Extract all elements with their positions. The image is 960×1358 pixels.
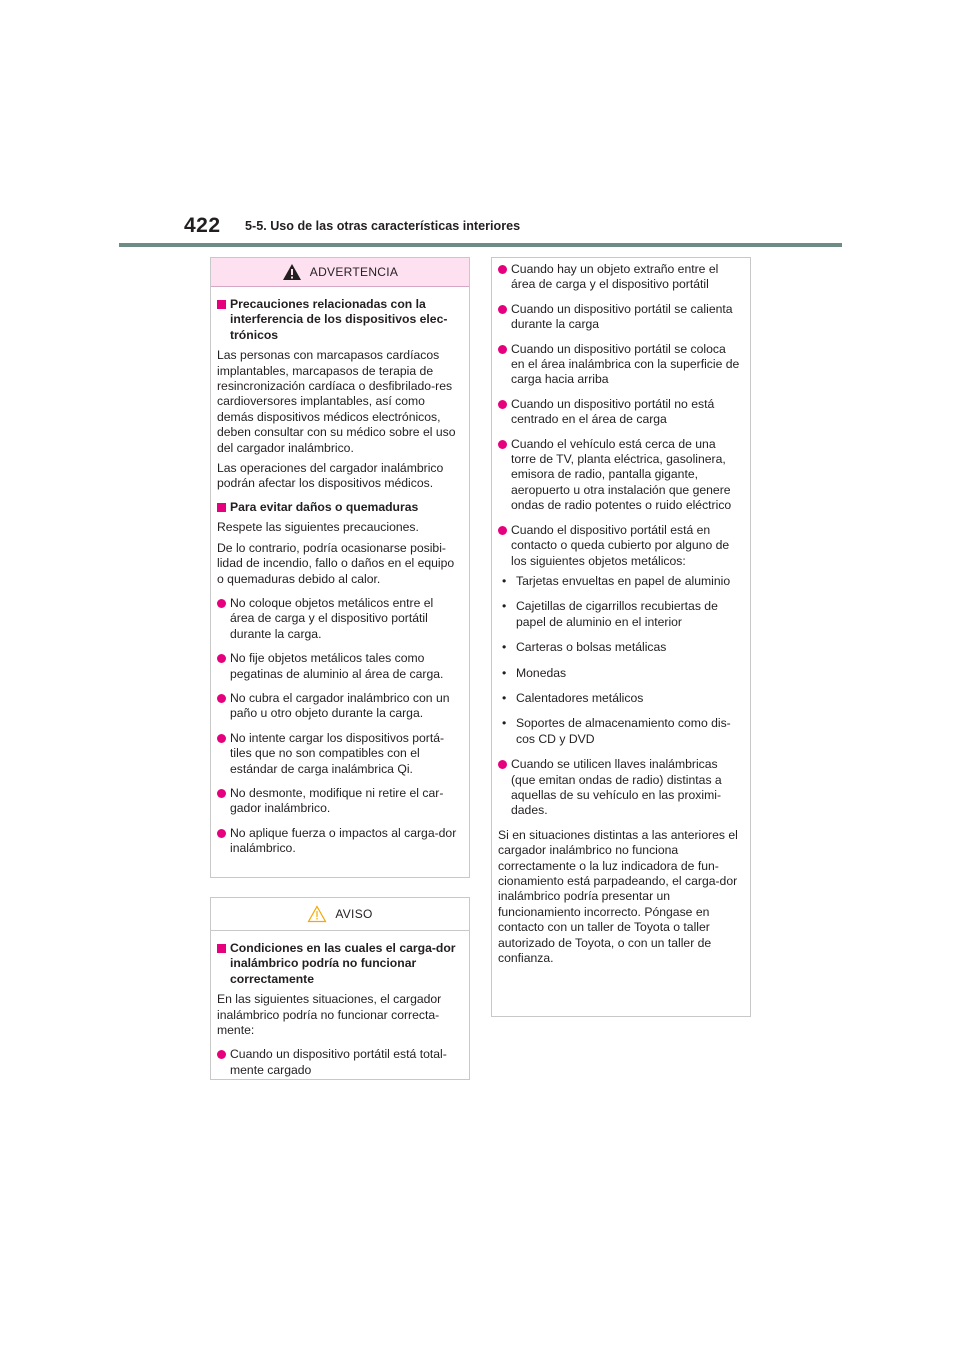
notice-section-heading: Condiciones en las cuales el carga-dor inalámbrico podría no funcionar correctamente bbox=[217, 941, 461, 987]
dash-bullet-icon: • bbox=[502, 690, 507, 705]
sub-list-item: • Carteras o bolsas metálicas bbox=[498, 640, 742, 655]
list-item: Cuando un dispositivo portátil se calienta durante la carga bbox=[498, 302, 742, 333]
list-item: Cuando un dispositivo portátil está total-mente cargado bbox=[217, 1047, 461, 1078]
round-bullet-icon bbox=[498, 305, 507, 314]
warning-paragraph: De lo contrario, podría ocasionarse posibi-lidad de incendio, fallo o daños en el equipo o quemaduras debido al calor. bbox=[217, 540, 455, 586]
round-bullet-icon bbox=[498, 440, 507, 449]
warning-box-title: ADVERTENCIA bbox=[309, 265, 399, 279]
round-bullet-icon bbox=[217, 829, 226, 838]
list-item: Cuando el vehículo está cerca de una torre de TV, planta eléctrica, gasolinera, emisora de radio, pantalla gigante, aeropuerto u otra instalación que genere ondas de radio potentes o ruido eléctrico bbox=[498, 437, 742, 514]
list-item: No fije objetos metálicos tales como pegatinas de aluminio al área de carga. bbox=[217, 651, 461, 682]
dash-bullet-icon: • bbox=[502, 640, 507, 655]
list-item: No aplique fuerza o impactos al carga-dor inalámbrico. bbox=[217, 826, 461, 857]
sub-list-item: • Tarjetas envueltas en papel de aluminio bbox=[498, 574, 742, 589]
warning-section-heading: Para evitar daños o quemaduras bbox=[217, 500, 461, 515]
round-bullet-icon bbox=[498, 265, 507, 274]
warning-paragraph: Las operaciones del cargador inalámbrico podrán afectar los dispositivos médicos. bbox=[217, 461, 444, 491]
notice-box bbox=[210, 897, 470, 1080]
warning-section-heading: Precauciones relacionadas con la interferencia de los dispositivos elec-trónicos bbox=[217, 297, 461, 343]
round-bullet-icon bbox=[498, 345, 507, 354]
header-rule bbox=[119, 243, 842, 247]
continued-notice-box bbox=[491, 257, 751, 1017]
warning-paragraph: Respete las siguientes precauciones. bbox=[217, 520, 419, 535]
list-item: Cuando hay un objeto extraño entre el área de carga y el dispositivo portátil bbox=[498, 262, 742, 293]
round-bullet-icon bbox=[217, 654, 226, 663]
warning-box bbox=[210, 257, 470, 878]
sub-list-item: • Calentadores metálicos bbox=[498, 691, 742, 706]
sub-list-item: • Soportes de almacenamiento como dis-cos CD y DVD bbox=[498, 716, 742, 747]
list-item: Cuando un dispositivo portátil se coloca en el área inalámbrica con la superficie de carga hacia arriba bbox=[498, 342, 742, 388]
list-item: No desmonte, modifique ni retire el car-gador inalámbrico. bbox=[217, 786, 461, 817]
list-item: Cuando se utilicen llaves inalámbricas (que emitan ondas de radio) distintas a aquellas de su vehículo en las proximi-dades. bbox=[498, 757, 742, 819]
closing-paragraph: Si en situaciones distintas a las anteriores el cargador inalámbrico no funciona correctamente o la luz indicadora de fun-cionamiento está parpadeando, el carga-dor inalámbrico podría presentar un funcionamiento incorrecto. Póngase en contacto con un taller de Toyota o taller autorizado de Toyota, o con un taller de confianza. bbox=[498, 827, 738, 966]
notice-box-title: AVISO bbox=[335, 907, 373, 921]
square-bullet-icon bbox=[217, 503, 226, 512]
sub-list-item: • Monedas bbox=[498, 666, 742, 681]
caution-triangle-icon bbox=[307, 905, 327, 923]
round-bullet-icon bbox=[217, 734, 226, 743]
round-bullet-icon bbox=[217, 789, 226, 798]
dash-bullet-icon: • bbox=[502, 573, 507, 588]
list-item: No coloque objetos metálicos entre el área de carga y el dispositivo portátil durante la carga. bbox=[217, 596, 461, 642]
notice-paragraph: En las siguientes situaciones, el cargador inalámbrico podría no funcionar correcta-mente: bbox=[217, 992, 442, 1038]
list-item: Cuando el dispositivo portátil está en contacto o queda cubierto por alguno de los siguientes objetos metálicos: bbox=[498, 523, 742, 569]
list-item: No intente cargar los dispositivos portá-tiles que no son compatibles con el estándar de carga inalámbrica Qi. bbox=[217, 731, 461, 777]
sub-list-item: • Cajetillas de cigarrillos recubiertas de papel de aluminio en el interior bbox=[498, 599, 742, 630]
warning-triangle-icon bbox=[282, 263, 302, 281]
round-bullet-icon bbox=[217, 694, 226, 703]
list-item: Cuando un dispositivo portátil no está centrado en el área de carga bbox=[498, 397, 742, 428]
section-title: 5-5. Uso de las otras características interiores bbox=[245, 219, 521, 233]
round-bullet-icon bbox=[498, 400, 507, 409]
page-number: 422 bbox=[184, 214, 221, 237]
dash-bullet-icon: • bbox=[502, 665, 507, 680]
dash-bullet-icon: • bbox=[502, 716, 507, 731]
round-bullet-icon bbox=[498, 760, 507, 769]
warning-paragraph: Las personas con marcapasos cardíacos implantables, marcapasos de terapia de resincronización cardíaca o desfibrilado-res cardioversores implantables, así como demás dispositivos médicos electrónicos, deben consultar con su médico sobre el uso del cargador inalámbrico. bbox=[217, 348, 456, 455]
notice-box-header bbox=[211, 898, 469, 931]
square-bullet-icon bbox=[217, 300, 226, 309]
list-item: No cubra el cargador inalámbrico con un paño u otro objeto durante la carga. bbox=[217, 691, 461, 722]
round-bullet-icon bbox=[217, 1050, 226, 1059]
square-bullet-icon bbox=[217, 944, 226, 953]
warning-box-header bbox=[211, 258, 469, 287]
dash-bullet-icon: • bbox=[502, 599, 507, 614]
round-bullet-icon bbox=[217, 599, 226, 608]
round-bullet-icon bbox=[498, 526, 507, 535]
